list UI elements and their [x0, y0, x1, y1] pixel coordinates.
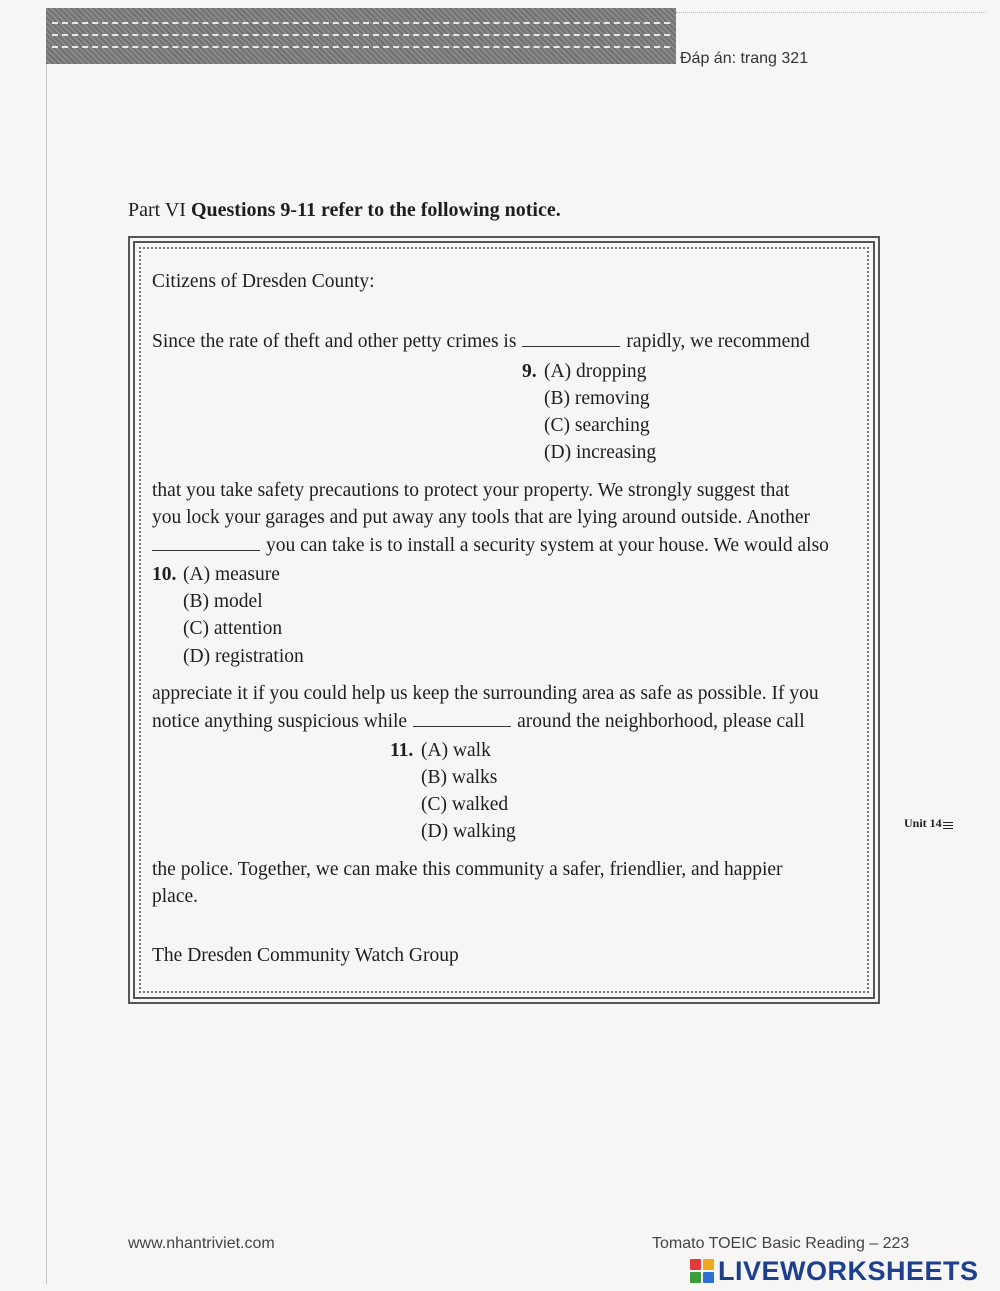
q11-option-b[interactable]: (B) walks — [421, 767, 498, 788]
notice-line: place. — [152, 886, 199, 907]
question-10-number: 10. — [152, 564, 177, 585]
notice-line: that you take safety precautions to protect your property. We strongly suggest that — [152, 480, 790, 501]
liveworksheets-watermark — [690, 1256, 979, 1286]
q9-option-c[interactable]: (C) searching — [544, 415, 650, 436]
header-dash-line — [52, 22, 670, 24]
tab-grip-icon — [943, 820, 953, 829]
question-11-number: 11. — [390, 740, 414, 761]
unit-side-tab: Unit 14 — [904, 816, 953, 831]
q10-option-b[interactable]: (B) model — [183, 591, 263, 612]
q10-option-c[interactable]: (C) attention — [183, 618, 283, 639]
q11-option-a[interactable]: (A) walk — [421, 740, 491, 761]
notice-text: you can take is to install a security system at your house. We would also — [266, 535, 829, 556]
notice-line: the police. Together, we can make this community a safer, friendlier, and happier — [152, 859, 783, 880]
notice-text: Since the rate of theft and other petty crimes is — [152, 331, 517, 352]
part-instruction: Questions 9-11 refer to the following notice. — [190, 199, 561, 221]
answer-reference: Đáp án: trang 321 — [680, 50, 809, 67]
footer-website: www.nhantriviet.com — [128, 1235, 275, 1252]
notice-signature: The Dresden Community Watch Group — [152, 945, 459, 966]
q9-option-d[interactable]: (D) increasing — [544, 442, 657, 463]
notice-salutation: Citizens of Dresden County: — [152, 271, 375, 292]
notice-line — [152, 331, 810, 353]
header-dash-line — [52, 46, 670, 48]
liveworksheets-logo-icon — [690, 1259, 714, 1283]
part-heading — [128, 199, 561, 222]
header-rule — [676, 12, 986, 13]
notice-line — [152, 711, 805, 733]
notice-line: you lock your garages and put away any tools that are lying around outside. Another — [152, 507, 810, 528]
notice-line — [152, 535, 829, 557]
q10-option-d[interactable]: (D) registration — [183, 646, 304, 667]
header-band — [46, 8, 676, 64]
notice-text: notice anything suspicious while — [152, 711, 408, 732]
notice-line: appreciate it if you could help us keep the surrounding area as safe as possible. If you — [152, 683, 819, 704]
question-9-number: 9. — [522, 361, 537, 382]
q9-option-b[interactable]: (B) removing — [544, 388, 650, 409]
footer-book-title: Tomato TOEIC Basic Reading – 223 — [652, 1235, 910, 1252]
part-label: Part VI — [128, 199, 186, 221]
answer-blank-11[interactable] — [413, 725, 511, 727]
answer-blank-9[interactable] — [522, 345, 620, 347]
q10-option-a[interactable]: (A) measure — [183, 564, 280, 585]
notice-text: around the neighborhood, please call — [517, 711, 805, 732]
q11-option-c[interactable]: (C) walked — [421, 794, 509, 815]
liveworksheets-wordmark: LIVEWORKSHEETS — [718, 1255, 979, 1286]
notice-text: rapidly, we recommend — [626, 331, 810, 352]
q9-option-a[interactable]: (A) dropping — [544, 361, 647, 382]
answer-blank-10[interactable] — [152, 549, 260, 551]
page-margin-rule — [46, 64, 47, 1284]
header-dash-line — [52, 34, 670, 36]
q11-option-d[interactable]: (D) walking — [421, 821, 516, 842]
